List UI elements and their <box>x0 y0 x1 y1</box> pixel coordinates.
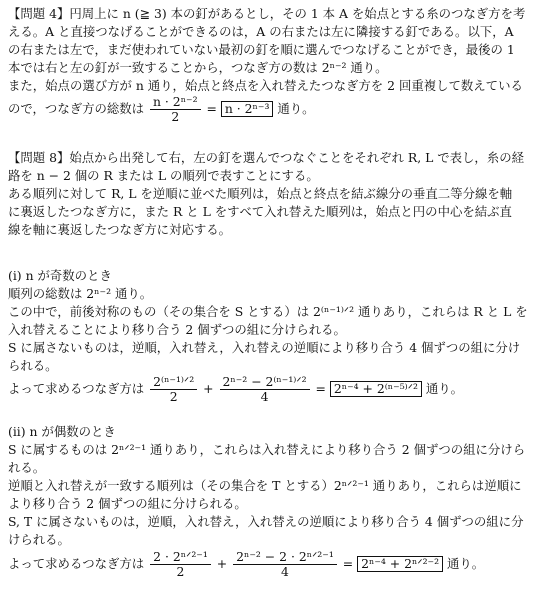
case-odd-answer-suffix: 通り。 <box>425 381 464 396</box>
case-even-boxed-answer: 2ⁿ⁻⁴ + 2ⁿᐟ²⁻² <box>357 556 443 572</box>
case-even-answer-prefix: よって求めるつなぎ方は <box>8 556 145 571</box>
case-even-fraction-1 <box>150 550 211 579</box>
case-even-line-1: S に属するものは 2ⁿᐟ²⁻¹ 通りあり，これらは入れ替えにより移り合う 2 個ずつの組に分けら <box>8 442 526 457</box>
problem4-total-suffix: 通り。 <box>277 101 315 116</box>
problem4-line-5: また，始点の選び方が n 通り，始点と終点を入れ替えたつなぎ方を 2 回重複して数えている <box>8 78 523 93</box>
case-even-line-4: より移り合う 2 個ずつの組に分けられる。 <box>8 496 247 511</box>
case-even-line-5: S, T に属さないものは，逆順，入れ替え，入れ替えの逆順により移り合う 4 個ずつの組に分 <box>8 514 524 529</box>
fraction-numerator: 2ⁿ⁻² − 2⁽ⁿ⁻¹⁾ᐟ² <box>220 375 310 390</box>
equals-sign: = <box>315 381 326 396</box>
fraction-numerator: 2ⁿ⁻² − 2 · 2ⁿᐟ²⁻¹ <box>233 550 337 565</box>
case-even-line-3: 逆順と入れ替えが一致する順列は（その集合を T とする）2ⁿᐟ²⁻¹ 通りあり，これらは逆順に <box>8 478 522 493</box>
case-odd-line-2: この中で，前後対称のもの（その集合を S とする）は 2⁽ⁿ⁻¹⁾ᐟ² 通りあり，これらは R と L を <box>8 304 528 319</box>
case-even-heading: (ii) n が偶数のとき <box>8 424 116 439</box>
fraction-numerator: 2 · 2ⁿᐟ²⁻¹ <box>150 550 211 565</box>
problem4-line-2: える。A と直接つなげることができるのは，A の右または左に隣接する釘である。以下，A <box>8 24 514 39</box>
fraction-denominator: 4 <box>260 389 269 404</box>
plus-sign: + <box>203 381 214 396</box>
problem8-line-5: 線を軸に裏返したつなぎ方に対応する。 <box>8 222 232 237</box>
case-even-line-2: れる。 <box>8 460 46 475</box>
case-even-answer-line <box>8 548 484 580</box>
case-odd-line-4: S に属さないものは，逆順，入れ替え，入れ替えの逆順により移り合う 4 個ずつの組に分け <box>8 340 521 355</box>
case-odd-heading: (i) n が奇数のとき <box>8 268 112 283</box>
problem4-line-4: 本では右と左の釘が一致することから，つなぎ方の数は 2ⁿ⁻² 通り。 <box>8 60 388 75</box>
case-odd-line-3: 入れ替えることにより移り合う 2 個ずつの組に分けられる。 <box>8 322 346 337</box>
problem8-line-3: ある順列に対して R, L を逆順に並べた順列は，始点と終点を結ぶ線分の垂直二等分線を軸 <box>8 186 513 201</box>
case-odd-line-5: られる。 <box>8 358 58 373</box>
problem4-total-fraction <box>150 95 201 124</box>
fraction-numerator: n · 2ⁿ⁻² <box>150 95 201 110</box>
case-odd-fraction-1 <box>150 375 197 404</box>
problem4-total-line <box>8 94 315 124</box>
problem4-line-3: の右または左で，まだ使われていない最初の釘を順に選んでつなげることができ，最後の 1 <box>8 42 515 57</box>
plus-sign: + <box>216 556 228 571</box>
equals-sign: = <box>342 556 354 571</box>
equals-sign: = <box>206 101 217 116</box>
problem8-line-2: 路を n − 2 個の R または L の順列で表すことにする。 <box>8 168 319 183</box>
case-even-answer-suffix: 通り。 <box>447 556 485 571</box>
case-even-line-6: けられる。 <box>8 532 70 547</box>
case-odd-answer-prefix: よって求めるつなぎ方は <box>8 381 145 396</box>
case-even-fraction-2 <box>233 550 337 579</box>
problem4-line-1: 【問題 4】円周上に n (≧ 3) 本の釘があるとし，その 1 本 A を始点とする糸のつなぎ方を考 <box>8 6 526 21</box>
fraction-denominator: 2 <box>176 564 185 579</box>
fraction-denominator: 4 <box>281 564 289 579</box>
problem4-boxed-answer: n · 2ⁿ⁻³ <box>221 101 274 117</box>
case-odd-answer-line <box>8 373 463 405</box>
fraction-denominator: 2 <box>171 109 180 124</box>
case-odd-boxed-answer: 2ⁿ⁻⁴ + 2⁽ⁿ⁻⁵⁾ᐟ² <box>330 381 422 397</box>
fraction-numerator: 2⁽ⁿ⁻¹⁾ᐟ² <box>150 375 197 390</box>
problem8-line-4: に裏返したつなぎ方に，また R と L をすべて入れ替えた順列は，始点と円の中心を結ぶ直 <box>8 204 512 219</box>
case-odd-line-1: 順列の総数は 2ⁿ⁻² 通り。 <box>8 286 153 301</box>
case-odd-fraction-2 <box>220 375 310 404</box>
fraction-denominator: 2 <box>169 389 178 404</box>
problem8-line-1: 【問題 8】始点から出発して右，左の釘を選んでつなぐことをそれぞれ R, L で表し，糸の経 <box>8 150 524 165</box>
problem4-total-prefix: ので，つなぎ方の総数は <box>8 101 145 116</box>
